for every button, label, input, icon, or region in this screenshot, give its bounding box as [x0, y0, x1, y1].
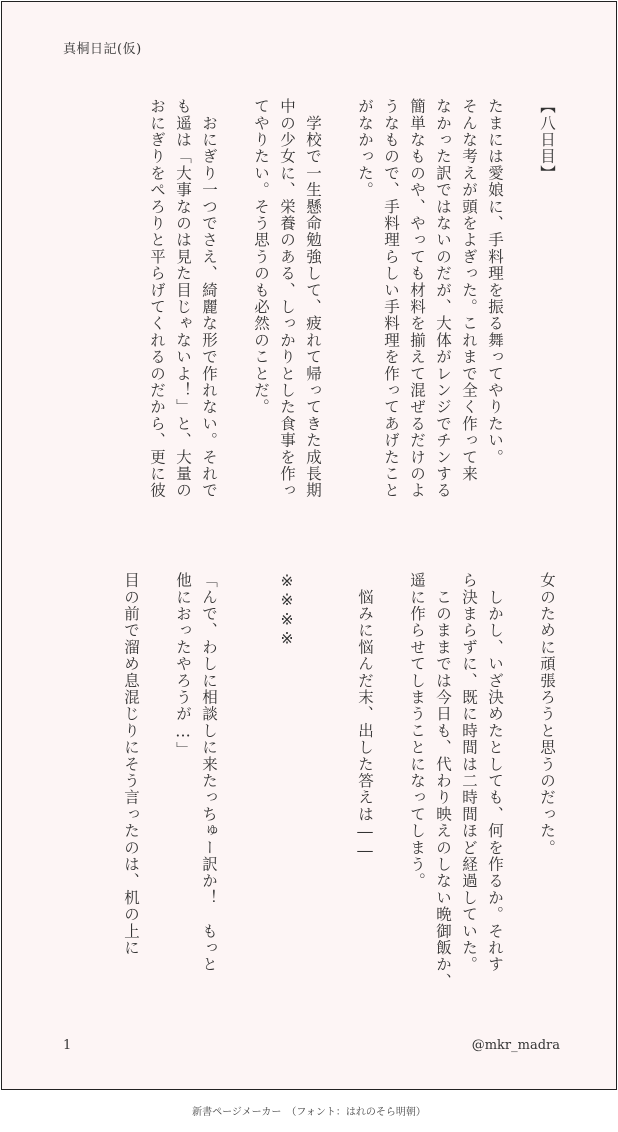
generator-credit: 新書ページメーカー （フォント：はれのそら明朝）: [192, 1107, 426, 1118]
text-line: 簡単なものや、やっても材料を揃えて混ぜるだけのよ: [408, 98, 426, 499]
text-line: [508, 98, 534, 528]
text-line: おにぎりをぺろりと平らげてくれるのだから、更に彼: [148, 98, 166, 499]
upper-text-block: [144, 98, 560, 528]
page-number: 1: [63, 1038, 72, 1053]
text-line: 遥に作らせてしまうことになってしまう。: [408, 572, 426, 890]
diary-title: 真桐日記(仮): [63, 42, 142, 57]
text-line: [378, 572, 404, 1012]
text-line: うなもので、手料理らしい手料理を作ってあげたこと: [382, 98, 400, 499]
text-line: このままでは今日も、代わり映えのしない晩御飯か、: [434, 572, 452, 990]
author-handle: @mkr_madra: [471, 1038, 560, 1053]
text-line: 目の前で溜め息混じりにそう言ったのは、机の上に: [122, 572, 140, 957]
text-line: 中の少女に、栄養のある、しっかりとした食事を作っ: [278, 98, 296, 499]
manuscript-page: [1, 1, 617, 1090]
text-line: [300, 572, 326, 1012]
text-line: 「んで、わしに相談しに来たっちゅー訳か！ もっと: [200, 572, 218, 973]
lower-text-block: [118, 572, 560, 1012]
text-line: おにぎり一つでさえ、綺麗な形で作れない。それで: [200, 98, 218, 499]
text-line: ※※※※: [278, 572, 296, 649]
text-line: 他におったやろうが…」: [174, 572, 192, 759]
text-line: [248, 572, 274, 1012]
text-line: [222, 98, 248, 528]
text-line: [222, 572, 248, 1012]
text-line: しかし、いざ決めたとしても、何を作るか。それす: [486, 572, 504, 973]
text-line: ら決まらずに、既に時間は二時間ほど経過していた。: [460, 572, 478, 973]
text-line: 【八日目】: [538, 98, 556, 182]
text-line: [144, 572, 170, 1012]
text-line: てやりたい。そう思うのも必然のことだ。: [252, 98, 270, 416]
text-line: [326, 98, 352, 528]
text-line: なかった訳ではないのだが、大体がレンジでチンする: [434, 98, 452, 499]
text-line: 女のために頑張ろうと思うのだった。: [538, 572, 556, 856]
text-line: たまには愛娘に、手料理を振る舞ってやりたい。: [486, 98, 504, 466]
text-line: [326, 572, 352, 1012]
text-line: も遥は「大事なのは見た目じゃないよ！」と、大量の: [174, 98, 192, 499]
text-line: そんな考えが頭をよぎった。これまで全く作って来: [460, 98, 478, 483]
text-line: 悩みに悩んだ末、出した答えは――: [356, 572, 374, 861]
text-line: がなかった。: [356, 98, 374, 199]
text-line: 学校で一生懸命勉強して、疲れて帰ってきた成長期: [304, 98, 322, 499]
text-line: [508, 572, 534, 1012]
